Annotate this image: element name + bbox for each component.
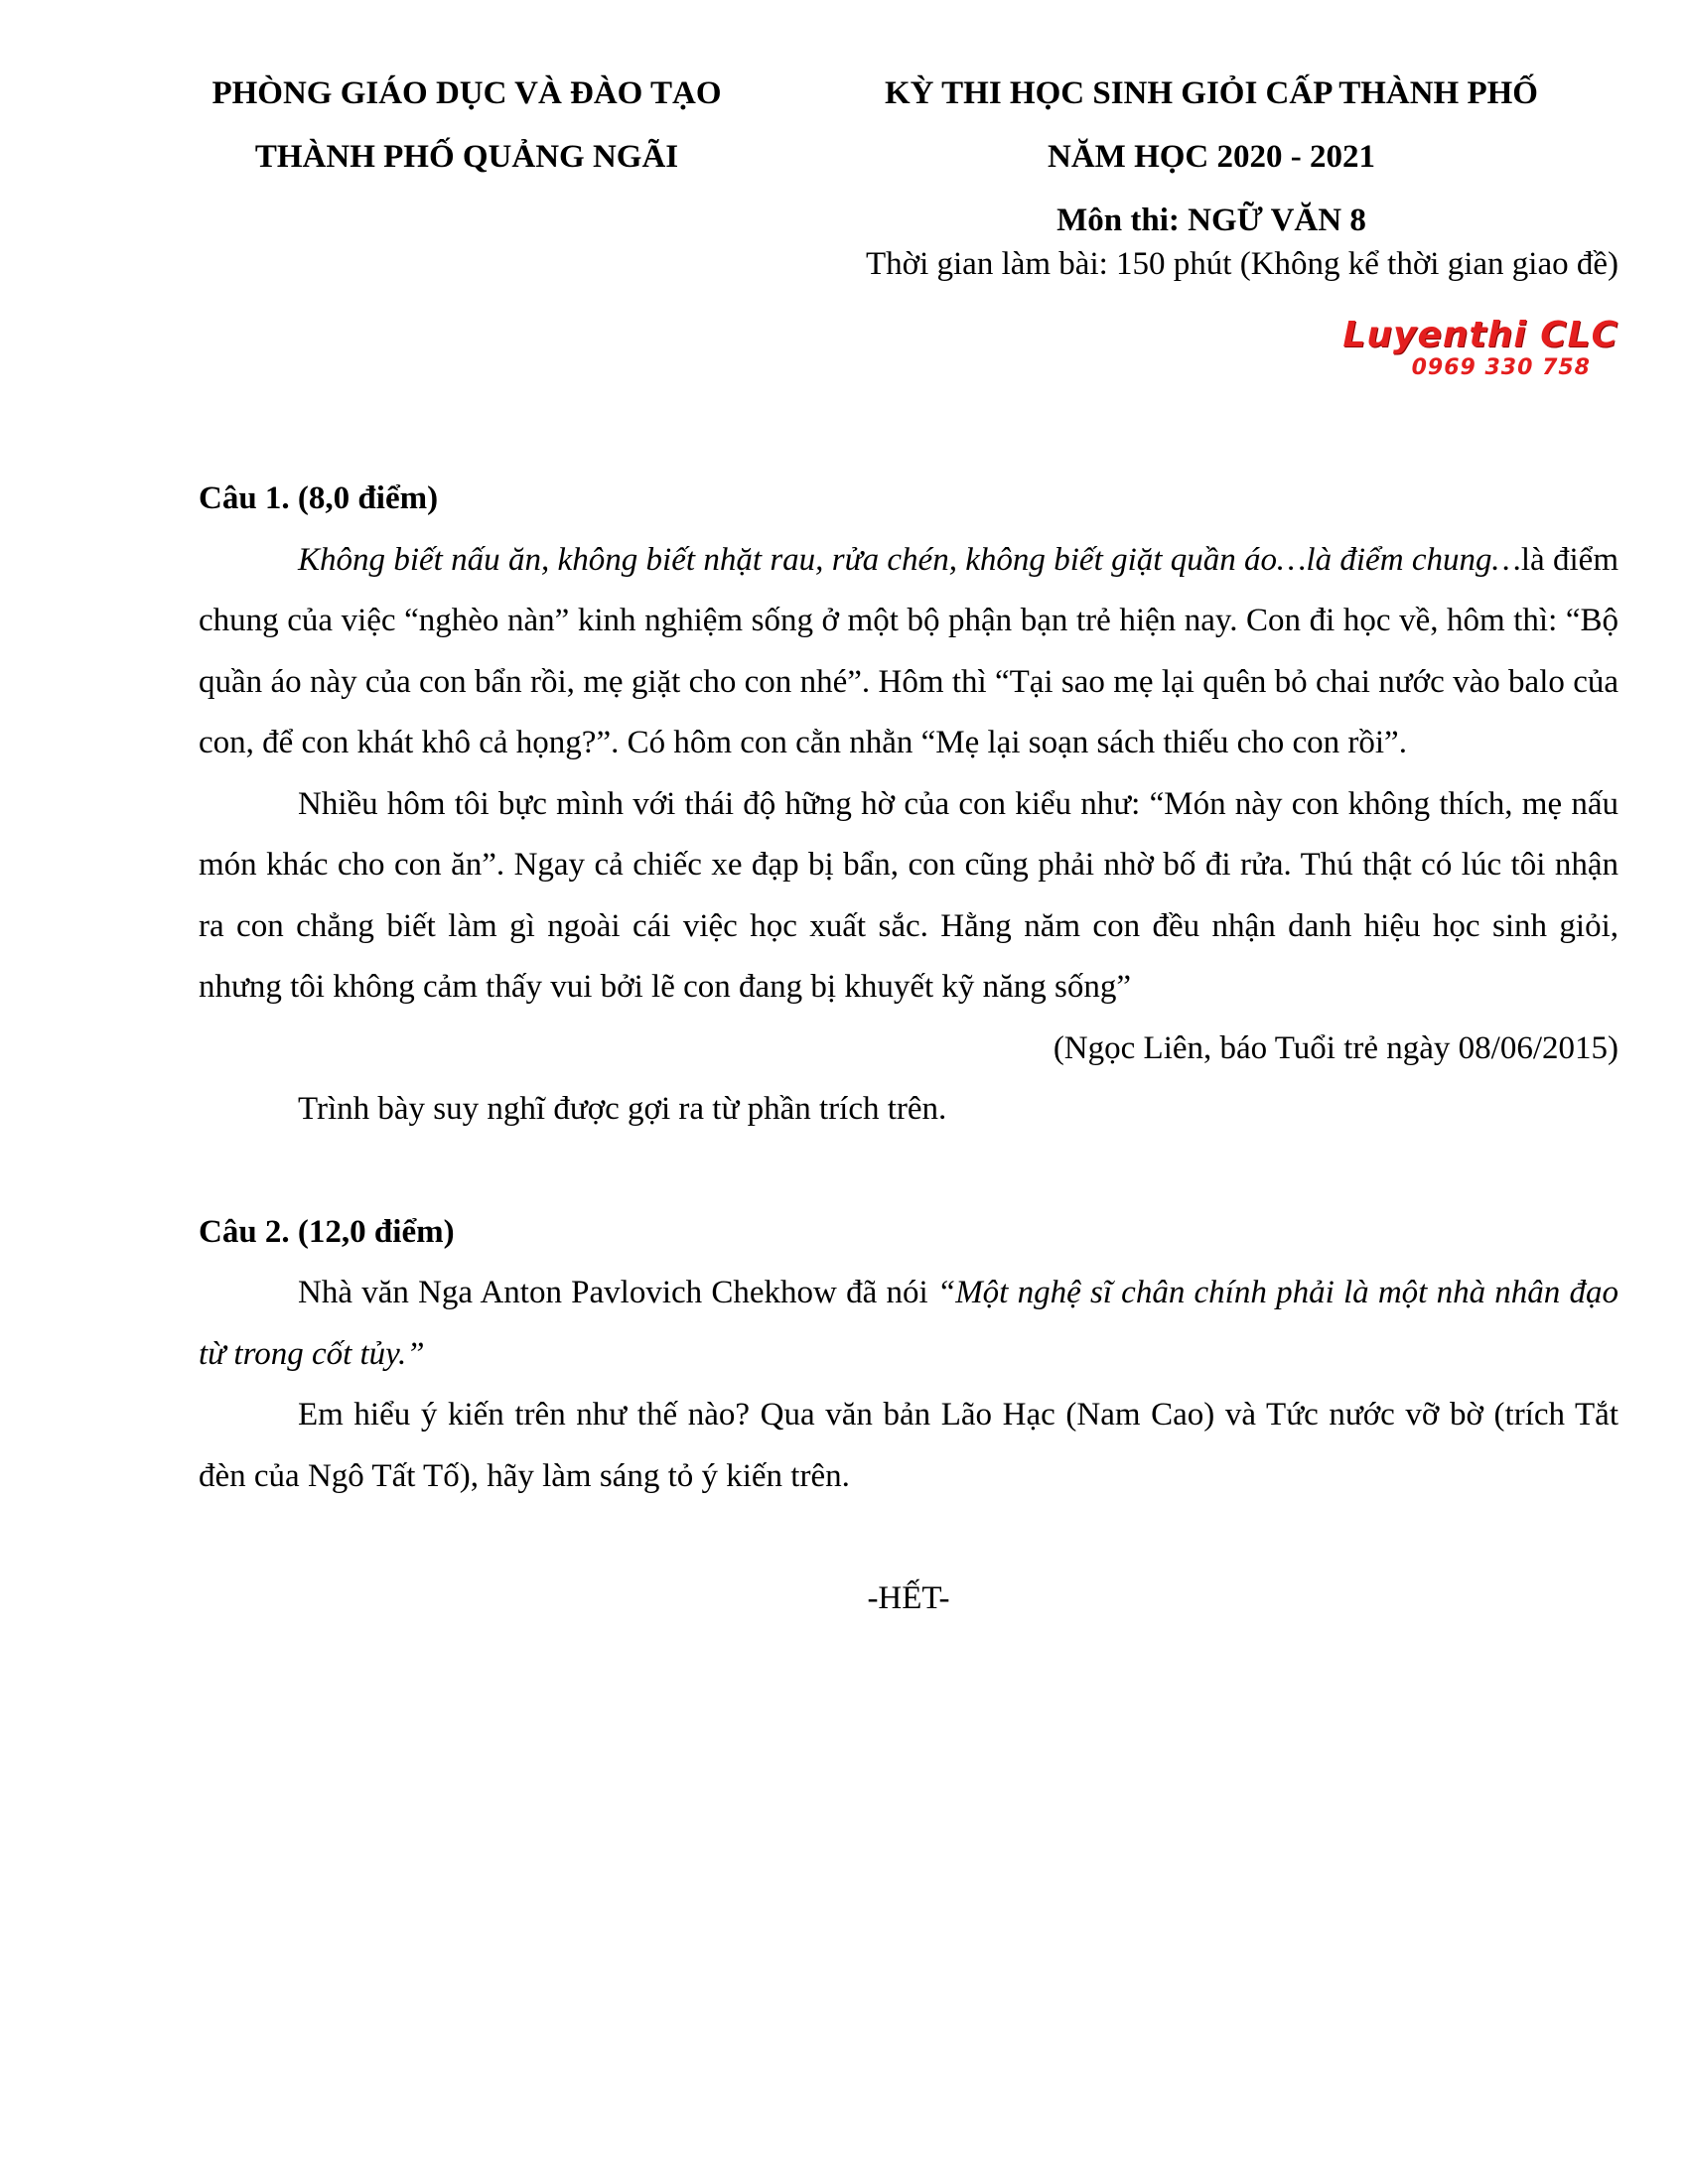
- question-1-title: Câu 1. (8,0 điểm): [199, 480, 439, 516]
- question-1-paragraph-2: Nhiều hôm tôi bực mình với thái độ hững hờ của con kiểu như: “Món này con không thích, mẹ nấu món khác cho con ăn”. Ngay cả chiếc xe đạp bị bẩn, con cũng phải nhờ bố đi rửa. Thú thật có lúc tôi nhận ra con chẳng biết làm gì ngoài cái việc học xuất sắc. Hằng năm con đều nhận danh hiệu học sinh giỏi, nhưng tôi không cảm thấy vui bởi lẽ con đang bị khuyết kỹ năng sống”: [199, 785, 1618, 1005]
- question-1-paragraph-1: [199, 530, 1618, 774]
- q2-quote: “Một nghệ sĩ chân chính phải là một nhà nhân đạo từ trong cốt tủy.”: [199, 1275, 1619, 1372]
- q1-italic-lead: Không biết nấu ăn, không biết nhặt rau, rửa chén, không biết giặt quần áo…là điểm chung…: [298, 541, 1521, 578]
- q2-intro-text: Nhà văn Nga Anton Pavlovich Chekhow đã nói: [298, 1275, 937, 1310]
- exam-duration: Thời gian làm bài: 150 phút (Không kể thời gian giao đề): [865, 246, 1618, 282]
- question-1-task: Trình bày suy nghĩ được gợi ra từ phần trích trên.: [298, 1091, 947, 1127]
- subject: Môn thi: NGỮ VĂN 8: [1056, 203, 1366, 238]
- question-2-title: Câu 2. (12,0 điểm): [199, 1213, 455, 1250]
- school-year: NĂM HỌC 2020 - 2021: [1048, 139, 1375, 175]
- department-header: [169, 62, 765, 189]
- end-marker: -HẾT-: [867, 1580, 950, 1616]
- question-2-paragraph-2: Em hiểu ý kiến trên như thế nào? Qua văn bản Lão Hạc (Nam Cao) và Tức nước vỡ bờ (trích Tắt đèn của Ngô Tất Tố), hãy làm sáng tỏ ý kiến trên.: [199, 1397, 1618, 1494]
- logo-phone: 0969 330 758: [1411, 355, 1591, 380]
- exam-content: [199, 469, 1618, 1630]
- question-2-paragraph-1: [199, 1263, 1618, 1385]
- exam-title: KỲ THI HỌC SINH GIỎI CẤP THÀNH PHỐ: [885, 75, 1538, 111]
- section-spacer: [199, 1141, 1618, 1202]
- department-name: PHÒNG GIÁO DỤC VÀ ĐÀO TẠO: [211, 75, 722, 111]
- watermark-logo: [1281, 316, 1618, 381]
- city-name: THÀNH PHỐ QUẢNG NGÃI: [254, 139, 679, 175]
- q1-paragraph-1-text: là điểm chung của việc “nghèo nàn” kinh nghiệm sống ở một bộ phận bạn trẻ hiện nay. Con đi học về, hôm thì: “Bộ quần áo này của con bẩn rồi, mẹ giặt cho con nhé”. Hôm thì “Tại sao mẹ lại quên bỏ chai nước vào balo của con, để con khát khô cả họng?”. Có hôm con cằn nhằn “Mẹ lại soạn sách thiếu cho con rồi”.: [199, 541, 1618, 760]
- question-1-source: (Ngọc Liên, báo Tuổi trẻ ngày 08/06/2015): [1053, 1029, 1618, 1066]
- logo-text: Luyenthi CLC: [1342, 315, 1618, 355]
- exam-header: [804, 62, 1618, 252]
